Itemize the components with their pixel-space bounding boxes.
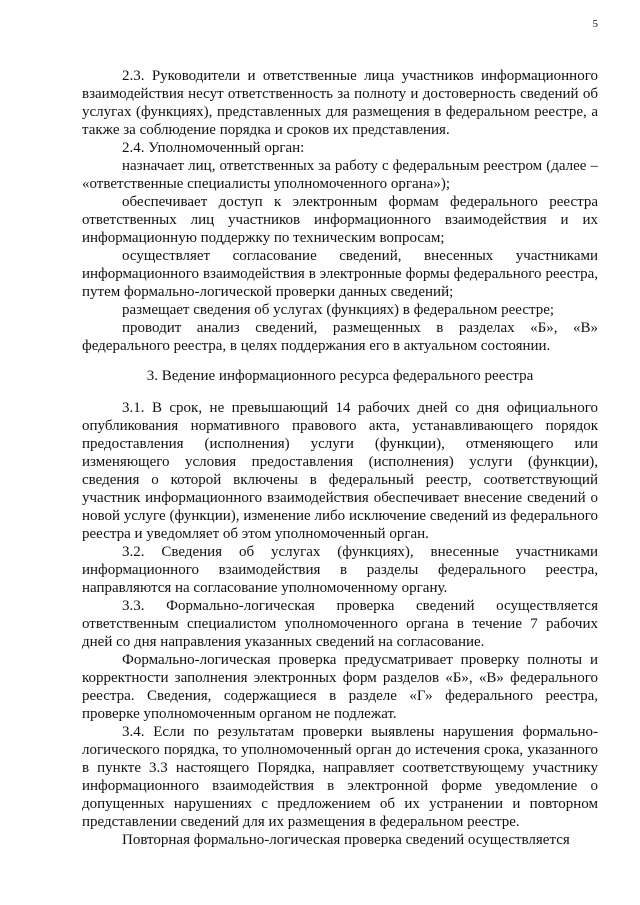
paragraph-2-4-item-2: обеспечивает доступ к электронным формам федерального реестра ответственных лиц участников информационного взаимодействия и их информационную поддержку по техническим вопросам; xyxy=(82,194,598,246)
section-heading: 3. Ведение информационного ресурса федерального реестра xyxy=(146,368,534,384)
paragraph-2-4: 2.4. Уполномоченный орган: xyxy=(122,140,305,156)
paragraph-3-4-cont: Повторная формально-логическая проверка сведений осуществляется xyxy=(122,832,570,848)
paragraph-3-3: 3.3. Формально-логическая проверка сведений осуществляется ответственным специалистом уполномоченного органа в течение 7 рабочих дней со дня направления указанных сведений на согласование. xyxy=(82,598,598,650)
paragraph-2-4-item-4: размещает сведения об услугах (функциях) в федеральном реестре; xyxy=(122,302,555,318)
paragraph-3-3-cont: Формально-логическая проверка предусматривает проверку полноты и корректности заполнения электронных форм разделов «Б», «В» федерального реестра. Сведения, содержащиеся в разделе «Г» федерального реестра, проверке уполномоченным органом не подлежат. xyxy=(82,652,598,722)
paragraph-3-1: 3.1. В срок, не превышающий 14 рабочих дней со дня официального опубликования нормативного правового акта, устанавливающего порядок предоставления (исполнения) услуги (функции), отменяющего или изменяющего условия предоставления (исполнения) услуги (функции), сведения о которой включены в федеральный реестр, соответствующий участник информационного взаимодействия обеспечивает внесение сведений о новой услуге (функции), изменение либо исключение сведений из федерального реестра и уведомляет об этом уполномоченный орган. xyxy=(82,400,598,542)
paragraph-3-4: 3.4. Если по результатам проверки выявлены нарушения формально-логического порядка, то уполномоченный орган до истечения срока, указанного в пункте 3.3 настоящего Порядка, направляет соответствующему участнику информационного взаимодействия в электронной форме уведомление о допущенных нарушениях с предложением об их устранении и повторном представлении сведений для их размещения в федеральном реестре. xyxy=(82,724,598,830)
paragraph-2-4-item-1: назначает лиц, ответственных за работу с федеральным реестром (далее – «ответственные специалисты уполномоченного органа»); xyxy=(82,158,598,192)
paragraph-2-4-item-5: проводит анализ сведений, размещенных в разделах «Б», «В» федерального реестра, в целях поддержания его в актуальном состоянии. xyxy=(82,320,598,354)
paragraph-2-4-item-3: осуществляет согласование сведений, внесенных участниками информационного взаимодействия в электронные формы федерального реестра, путем формально-логической проверки данных сведений; xyxy=(82,248,598,300)
page-number: 5 xyxy=(592,18,598,30)
paragraph-2-3: 2.3. Руководители и ответственные лица участников информационного взаимодействия несут ответственность за полноту и достоверность сведений об услугах (функциях), представленных для размещения в федеральном реестре, а также за соблюдение порядка и сроков их представления. xyxy=(82,68,598,138)
paragraph-3-2: 3.2. Сведения об услугах (функциях), внесенные участниками информационного взаимодействия в разделы федерального реестра, направляются на согласование уполномоченному органу. xyxy=(82,544,598,596)
document-body xyxy=(82,67,598,849)
